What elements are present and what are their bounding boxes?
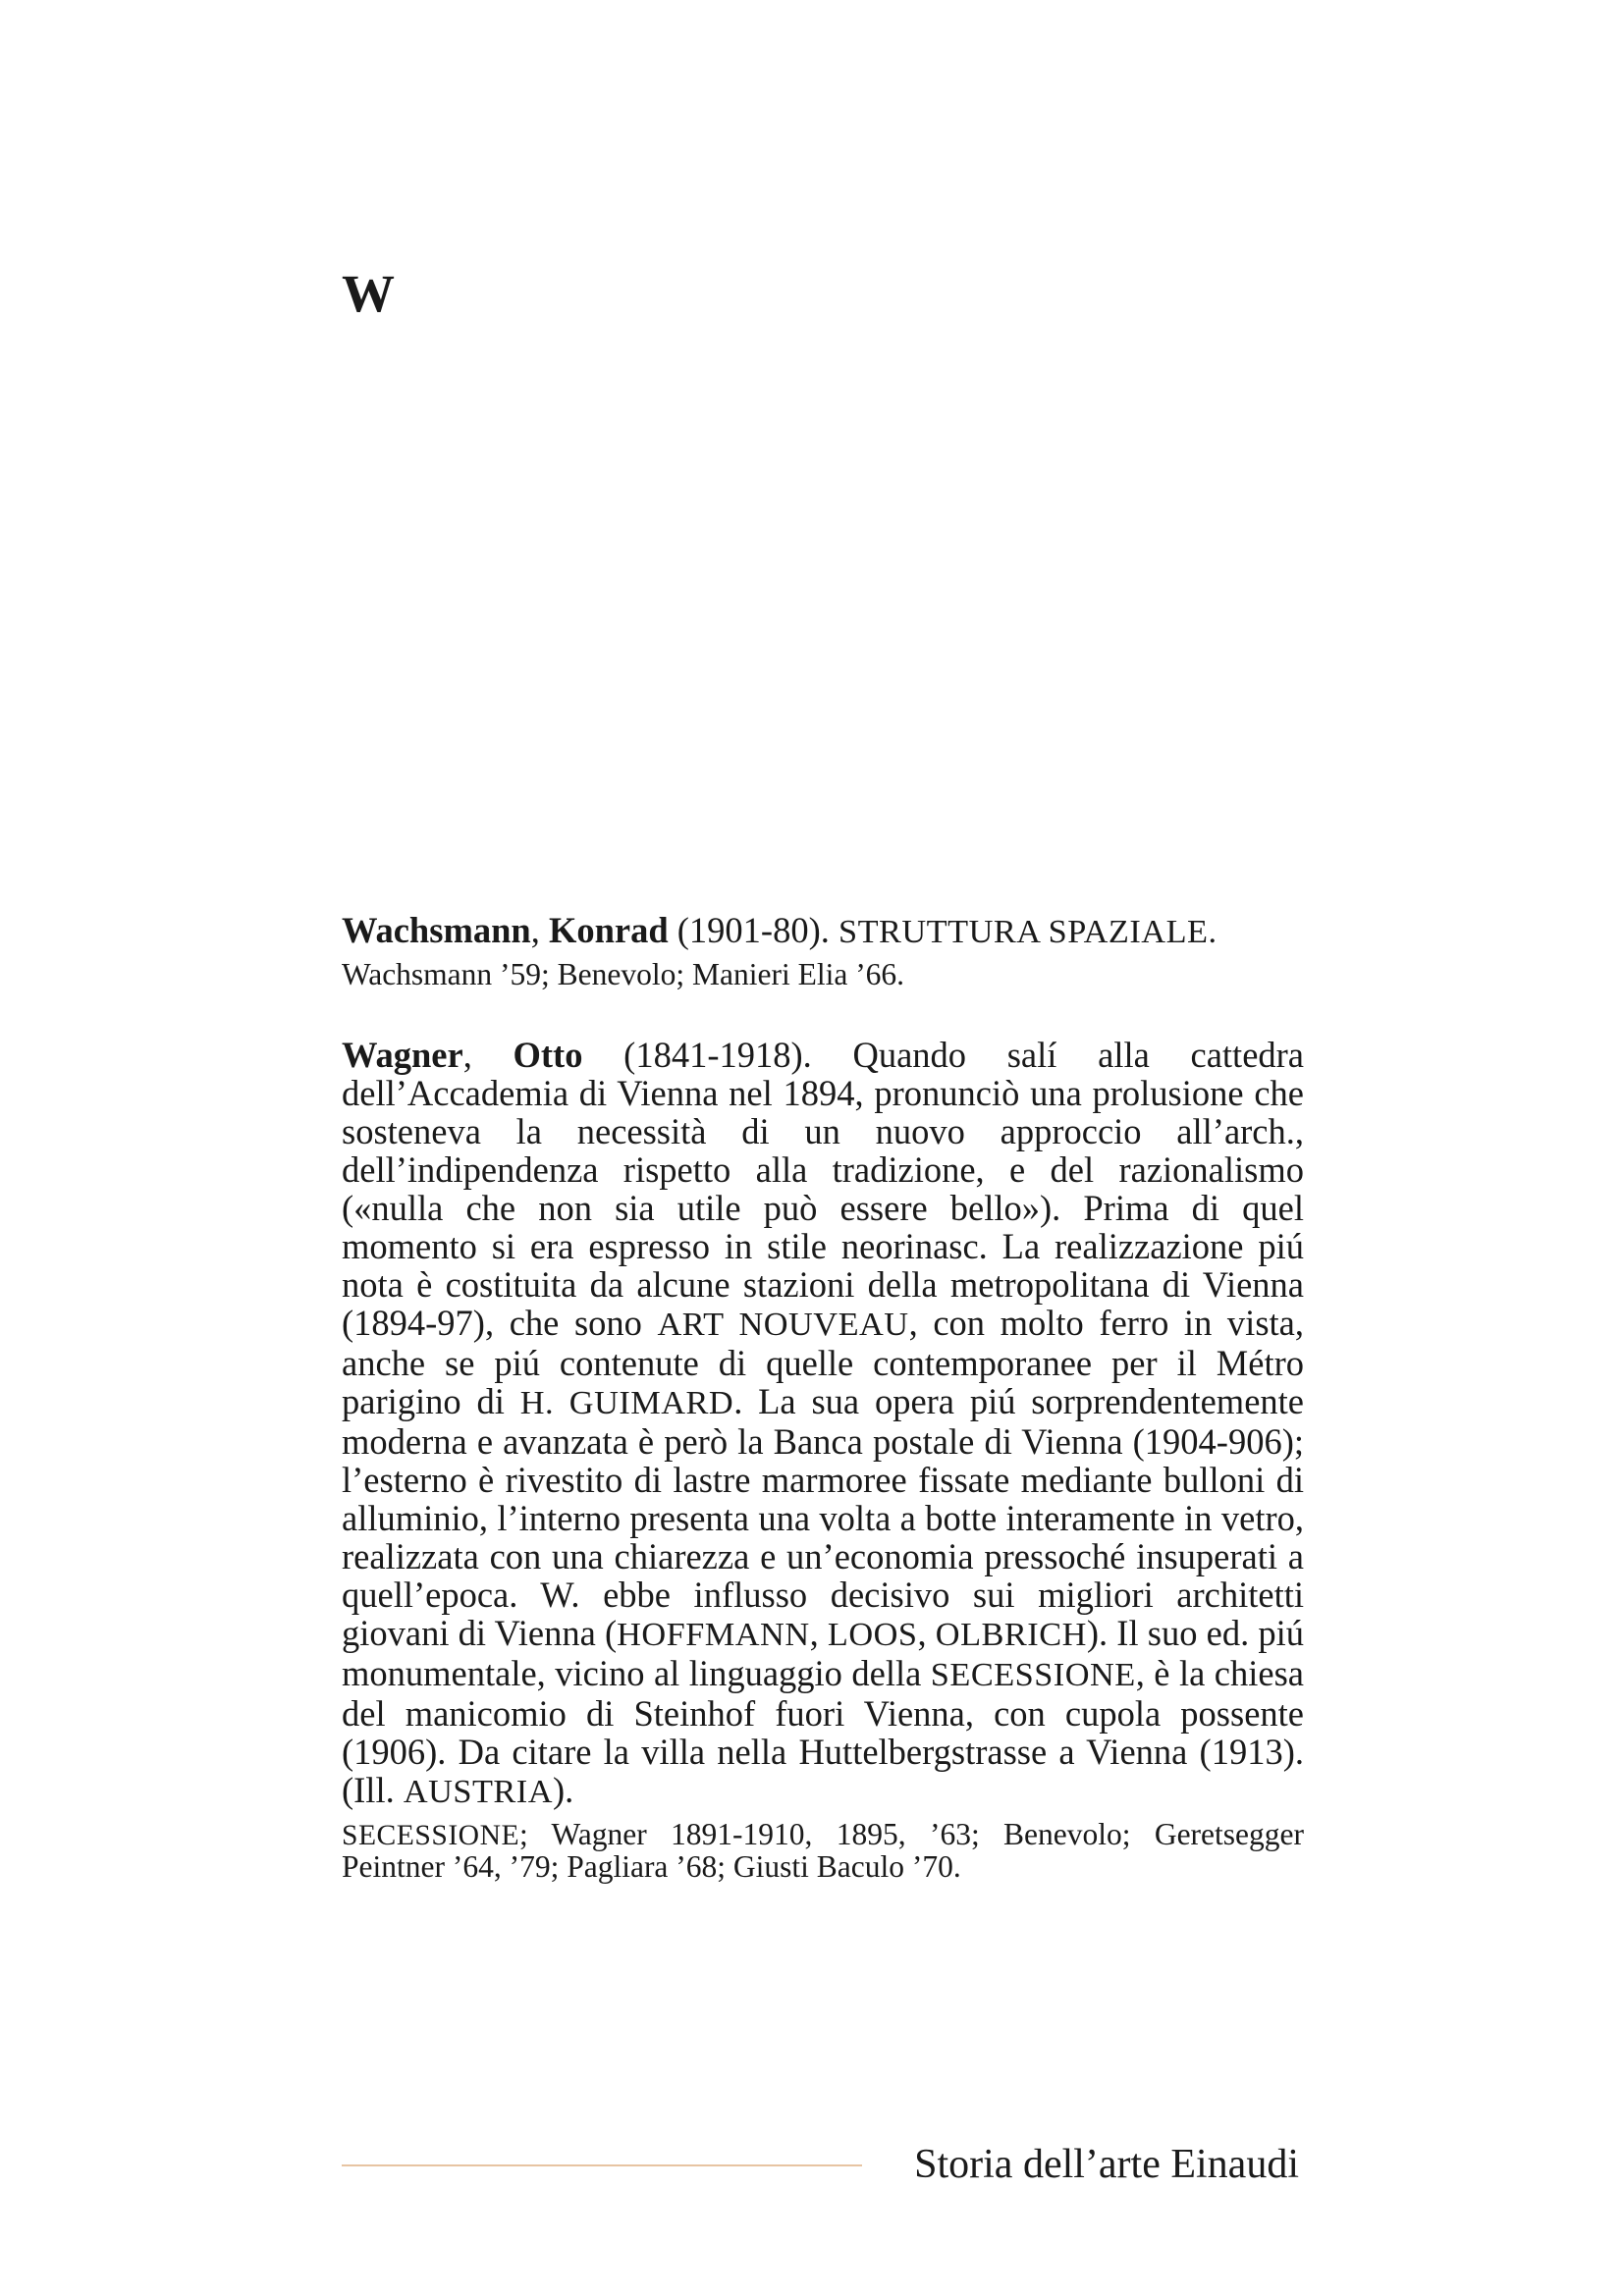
cross-reference: ART NOUVEAU <box>657 1306 909 1343</box>
entry-text <box>342 1035 1304 1810</box>
cross-reference: SECESSIONE <box>342 1820 520 1851</box>
entry-body: Wagner, Otto (1841-1918). Quando salí alla cattedra dell’Accademia di Vienna nel 1894, pronunciò una prolusione che sosteneva la necessità di un nuovo approccio all’arch., dell’indipendenza rispetto alla tradizione, e del razionalismo («nulla che non sia utile può essere bello»). Prima di quel momento si era espresso in stile neorinasc. La realizzazione piú nota è costituita da alcune stazioni della metropolitana di Vienna (1894-97), che sono ART NOUVEAU, con molto ferro in vista, anche se piú contenute di quelle contemporanee per il Métro parigino di H. GUIMARD. La sua opera piú sorprendentemente moderna e avanzata è però la Banca postale di Vienna (1904-906); l’esterno è rivestito di lastre marmoree fissate mediante bulloni di alluminio, l’interno presenta una volta a botte interamente in vetro, realizzata con una chiarezza e un’economia pressoché insuperati a quell’epoca. W. ebbe influsso decisivo sui migliori architetti giovani di Vienna (HOFFMANN, LOOS, OLBRICH). Il suo ed. piú monumentale, vicino al linguaggio della SECESSIONE, è la chiesa del manicomio di Steinhof fuori Vienna, con cupola possente (1906). Da citare la villa nella Huttelbergstrasse a Vienna (1913). (Ill. AUSTRIA). <box>342 1035 1305 1810</box>
footer-divider <box>342 2164 862 2166</box>
text-run: . La sua opera piú sorprendentemente moderna e avanzata è però la Banca postale di Vienna (1904-906); l’esterno è rivestito di lastre marmoree fissate mediante bulloni di alluminio, l’interno presenta una volta a botte interamente in vetro, realizzata con una chiarezza e un’economia pressoché insuperati a quell’epoca. W. ebbe influsso decisivo sui migliori architetti giovani di Vienna ( <box>342 1381 1304 1653</box>
text-run: , è la chiesa del manicomio di Steinhof fuori Vienna, con cupola possente (1906). Da citare la villa nella Huttelbergstrasse a Vienna (1913). (Ill. <box>342 1653 1304 1810</box>
cross-reference: HOFFMANN <box>617 1616 810 1653</box>
dictionary-content <box>342 911 1304 1928</box>
text-run: Quando salí alla cattedra dell’Accademia di Vienna nel 1894, pronunciò una prolusione che sosteneva la necessità di un nuovo approccio all’arch., dell’indipendenza rispetto alla tradizione, e del razionalismo («nulla che non sia utile può essere bello»). Prima di quel momento si era espresso in stile neorinasc. La realizzazione piú nota è costituita da alcune stazioni della metropolitana di Vienna (1894-97), che sono <box>342 1035 1304 1343</box>
entry-surname: Wachsmann <box>342 910 531 950</box>
section-letter: W <box>342 264 393 323</box>
entry-given-name: Otto <box>513 1035 583 1075</box>
entry-body: Wachsmann, Konrad (1901-80). STRUTTURA SPAZIALE. <box>342 910 1217 950</box>
cross-reference: LOOS <box>827 1616 918 1653</box>
entry-bibliography <box>342 1819 1304 1883</box>
entry-dates: (1841-1918). <box>623 1035 812 1075</box>
cross-reference: SECESSIONE <box>930 1656 1136 1693</box>
text-run: ; Wagner 1891-1910, 1895, ’63; Benevolo; Geretsegger Peintner ’64, ’79; Pagliara ’68; Giusti Baculo ’70. <box>342 1817 1304 1884</box>
entry-text <box>839 910 1217 950</box>
entry-wagner <box>342 1036 1304 1883</box>
footer-publication-title: Storia dell’arte Einaudi <box>914 2142 1299 2187</box>
entry-bibliography <box>342 959 1304 990</box>
text-run: Wachsmann ’59; Benevolo; Manieri Elia ’66. <box>342 957 905 991</box>
entry-dates: (1901-80). <box>676 910 830 950</box>
text-run: , con molto ferro in vista, anche se piú contenute di quelle contemporanee per il Métro parigino di <box>342 1303 1304 1421</box>
entry-surname: Wagner <box>342 1035 463 1075</box>
cross-reference: STRUTTURA SPAZIALE. <box>839 913 1217 950</box>
text-run: , <box>917 1613 936 1653</box>
entry-given-name: Konrad <box>548 910 669 950</box>
entry-wachsmann <box>342 911 1304 990</box>
cross-reference: AUSTRIA <box>403 1773 553 1810</box>
text-run: ). Il suo ed. piú monumentale, vicino al linguaggio della <box>342 1613 1305 1693</box>
text-run: , <box>809 1613 828 1653</box>
text-run: ). <box>552 1770 574 1810</box>
cross-reference: H. GUIMARD <box>519 1384 734 1421</box>
cross-reference: OLBRICH <box>935 1616 1087 1653</box>
